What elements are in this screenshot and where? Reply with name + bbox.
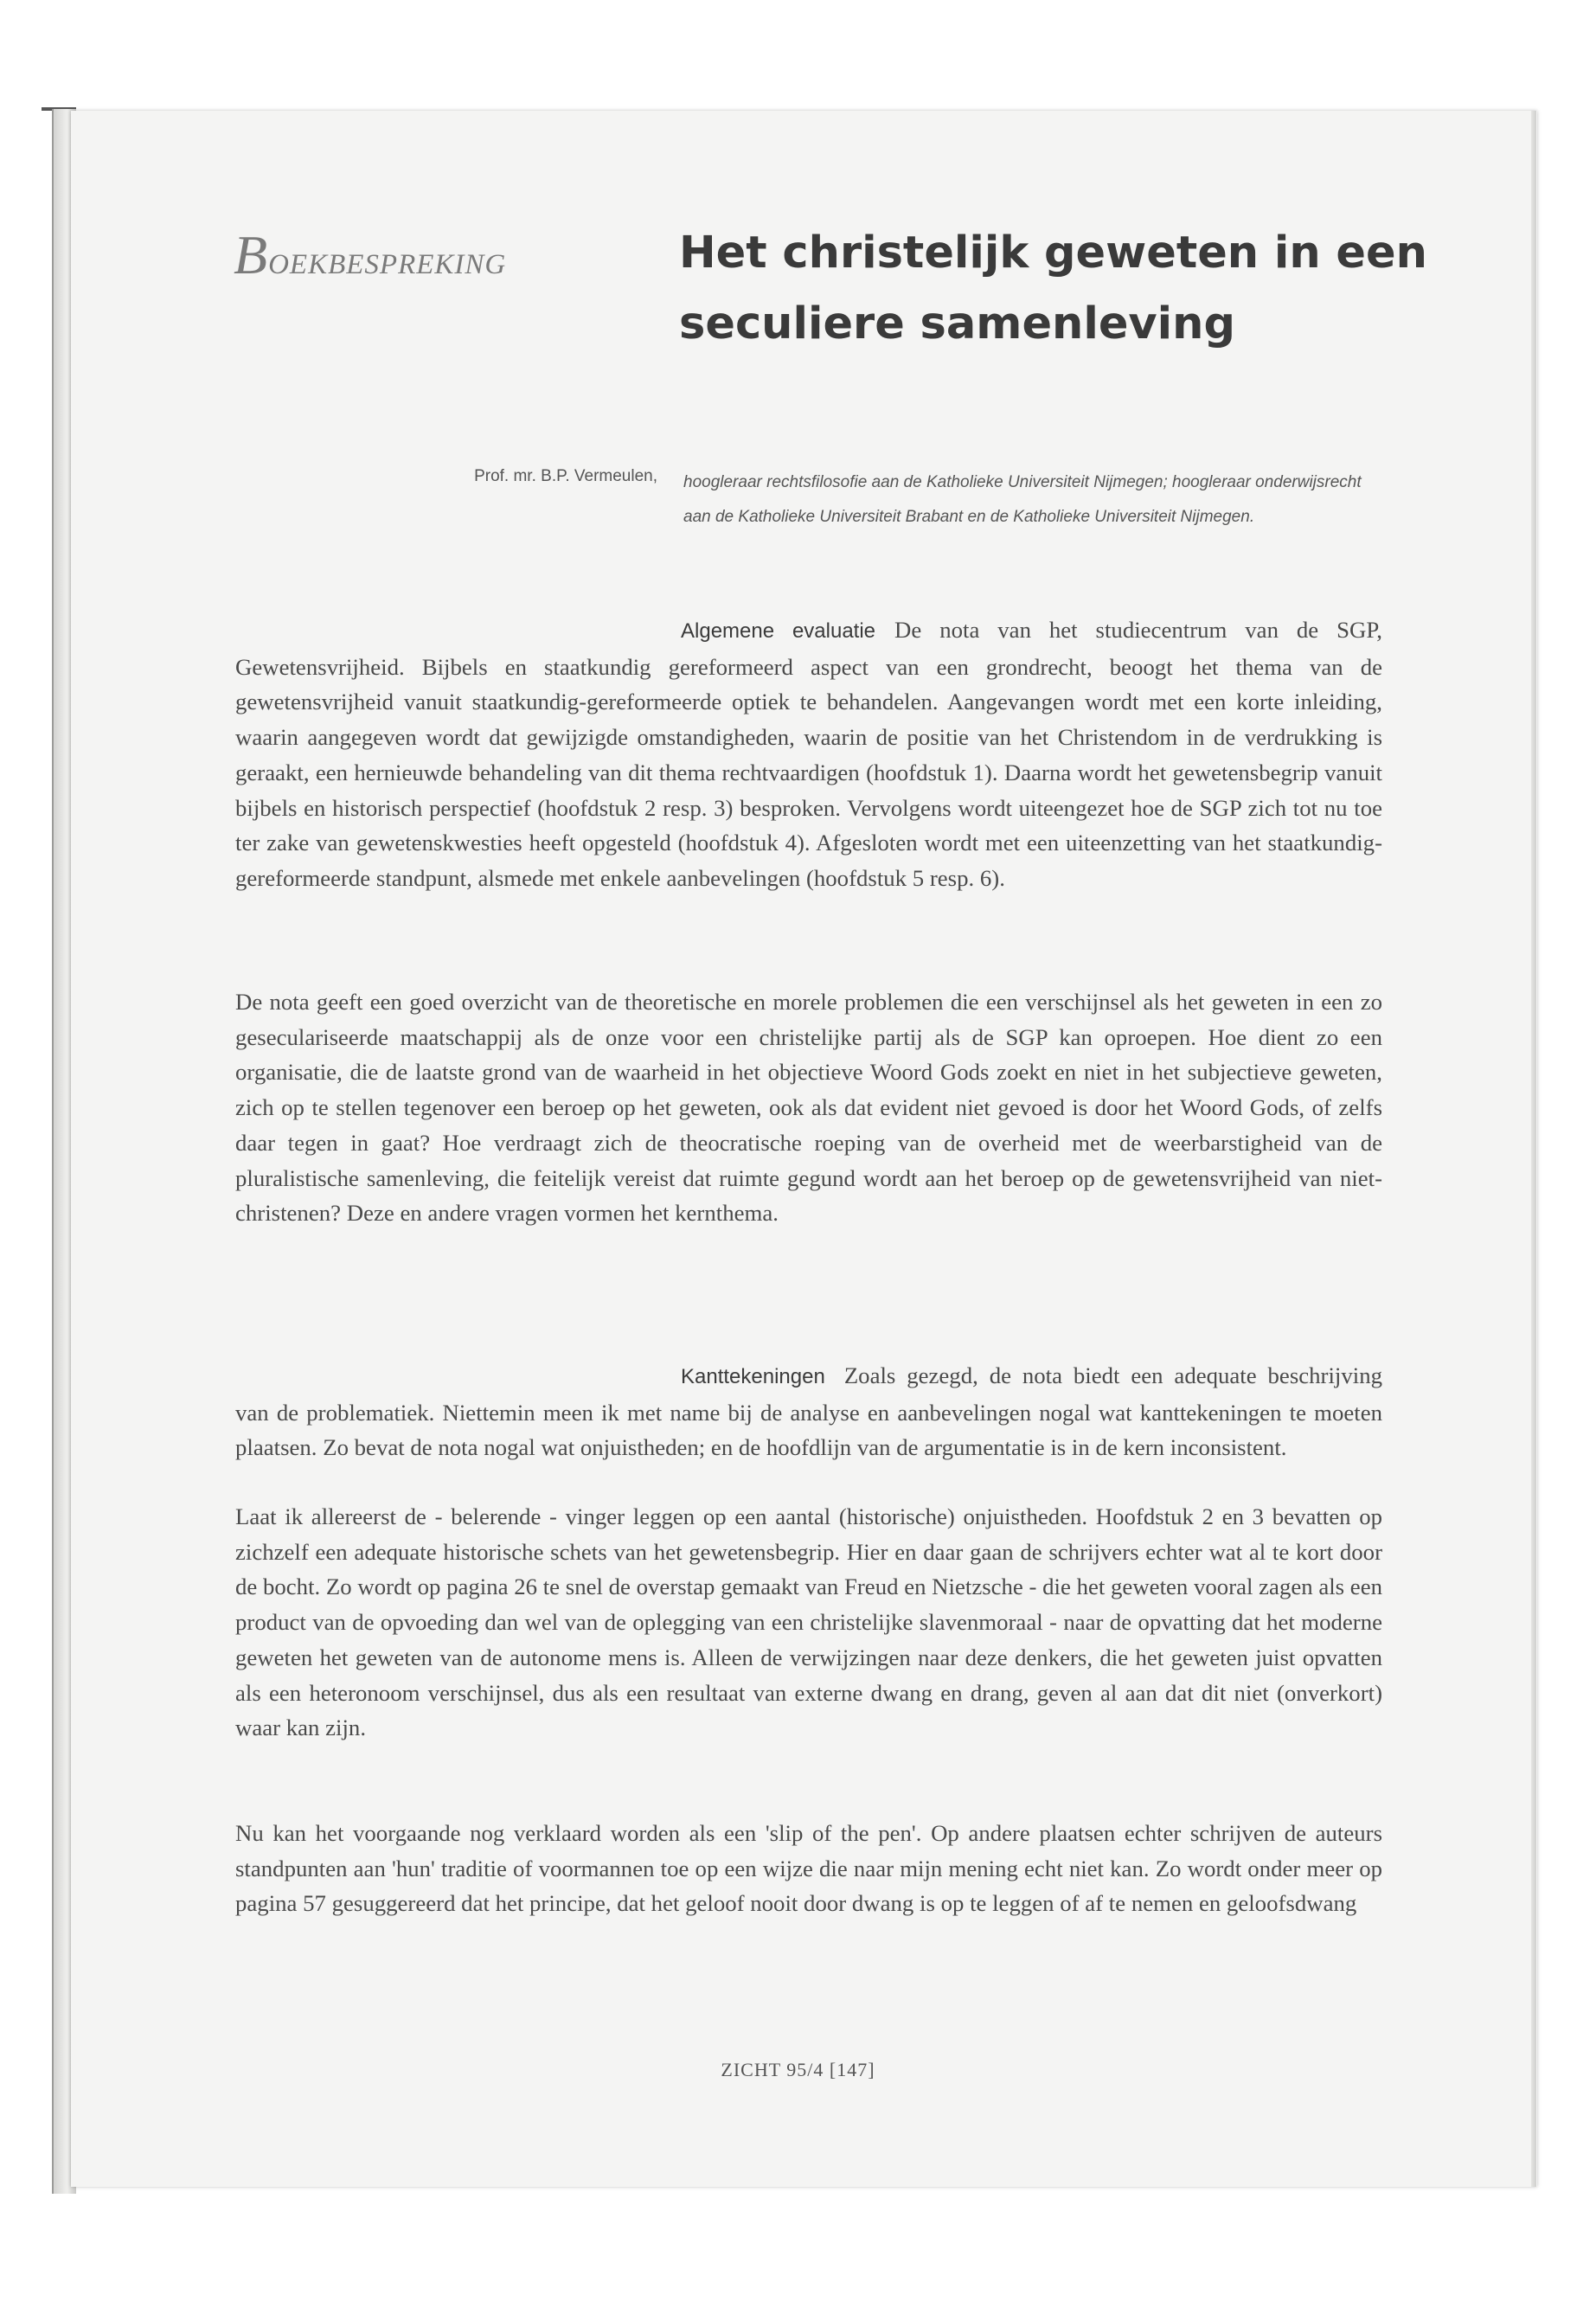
article-title: Het christelijk geweten in een seculiere samenleving xyxy=(679,228,1427,349)
paragraph xyxy=(235,612,1382,896)
section-heading-kanttekeningen: Kanttekeningen xyxy=(681,1365,825,1388)
section-label xyxy=(234,223,506,287)
paragraph-text: De nota van het studiecentrum van de SGP, Gewetensvrijheid. Bijbels en staatkundig gereformeerd aspect van een grondrecht, beoogt het thema van de gewetensvrijheid vanuit staatkundig-gereformeerde optiek te behandelen. Aangevangen wordt met een korte inleiding, waarin aangegeven wordt dat gewijzigde omstandigheden, waarin de positie van het Christendom in de verdrukking is geraakt, een hernieuwde behandeling van dit thema rechtvaardigen (hoofdstuk 1). Daarna wordt het gewetensbegrip vanuit bijbels en historisch perspectief (hoofdstuk 2 resp. 3) besproken. Vervolgens wordt uiteengezet hoe de SGP zich tot nu toe ter zake van gewetenskwesties heeft opgesteld (hoofdstuk 4). Afgesloten wordt met een uiteenzetting van het staatkundig-gereformeerde standpunt, alsmede met enkele aanbevelingen (hoofdstuk 5 resp. 6). xyxy=(235,617,1382,891)
section-label-initial: B xyxy=(234,224,269,285)
author-affiliation: hoogleraar rechtsfilosofie aan de Katholieke Universiteit Nijmegen; hoogleraar onderwijsrecht aan de Katholieke Universiteit Brabant en de Katholieke Universiteit Nijmegen. xyxy=(683,473,1362,526)
section-heading-algemene-evaluatie: Algemene evaluatie xyxy=(681,619,876,643)
paragraph xyxy=(235,1499,1382,1746)
page-footer: ZICHT 95/4 [147] xyxy=(721,2059,875,2080)
author-name: Prof. mr. B.P. Vermeulen, xyxy=(474,467,657,485)
paragraph-text: Zoals gezegd, de nota biedt een adequate beschrijving van de problematiek. Niettemin meen ik met name bij de analyse en aanbevelingen nogal wat kanttekeningen te moeten plaatsen. Zo bevat de nota nogal wat onjuistheden; en de hoofdlijn van de argumentatie is in de kern inconsistent. xyxy=(235,1362,1382,1461)
paragraph xyxy=(235,1358,1382,1465)
paragraph xyxy=(235,1816,1382,1921)
paragraph-text: De nota geeft een goed overzicht van de theoretische en morele problemen die een verschijnsel als het geweten in een zo geseculariseerde maatschappij als de onze voor een christelijke partij als de SGP kan oproepen. Hoe dient zo een organisatie, die de laatste grond van de waarheid in het objectieve Woord Gods zoekt en niet in het subjectieve geweten, zich op te stellen tegenover een beroep op het geweten, ook als dat evident niet gevoed is door het Woord Gods, of zelfs daar tegen in gaat? Hoe verdraagt zich de theocratische roeping van de overheid met de weerbarstigheid van de pluralistische samenleving, die feitelijk vereist dat ruimte gegund wordt aan het beroep op de gewetensvrijheid van niet-christenen? Deze en andere vragen vormen het kernthema. xyxy=(235,989,1382,1227)
paragraph-text: Nu kan het voorgaande nog verklaard worden als een 'slip of the pen'. Op andere plaatsen echter schrijven de auteurs standpunten aan 'hun' traditie of voormannen toe op een wijze die naar mijn mening echt niet kan. Zo wordt onder meer op pagina 57 gesuggereerd dat het principe, dat het geloof nooit door dwang is op te leggen of af te nemen en geloofsdwang xyxy=(235,1820,1382,1917)
page-edge xyxy=(1531,111,1536,2187)
paragraph xyxy=(235,984,1382,1231)
section-label-rest: OEKBESPREKING xyxy=(268,249,507,280)
paragraph-text: Laat ik allereerst de - belerende - vinger leggen op een aantal (historische) onjuistheden. Hoofdstuk 2 en 3 bevatten op zichzelf een adequate historische schets van het gewetensbegrip. Hier en daar gaan de schrijvers echter wat al te kort door de bocht. Zo wordt op pagina 26 te snel de overstap gemaakt van Freud en Nietzsche - die het geweten vooral zagen als een product van de opvoeding dan wel van de oplegging van een christelijke slavenmoraal - naar de opvatting dat het moderne geweten het geweten van de autonome mens is. Alleen de verwijzingen naar deze denkers, die het geweten juist opvatten als een heteronoom verschijnsel, dus als een resultaat van externe dwang en drang, geven al aan dat dit niet (onverkort) waar kan zijn. xyxy=(235,1503,1382,1741)
